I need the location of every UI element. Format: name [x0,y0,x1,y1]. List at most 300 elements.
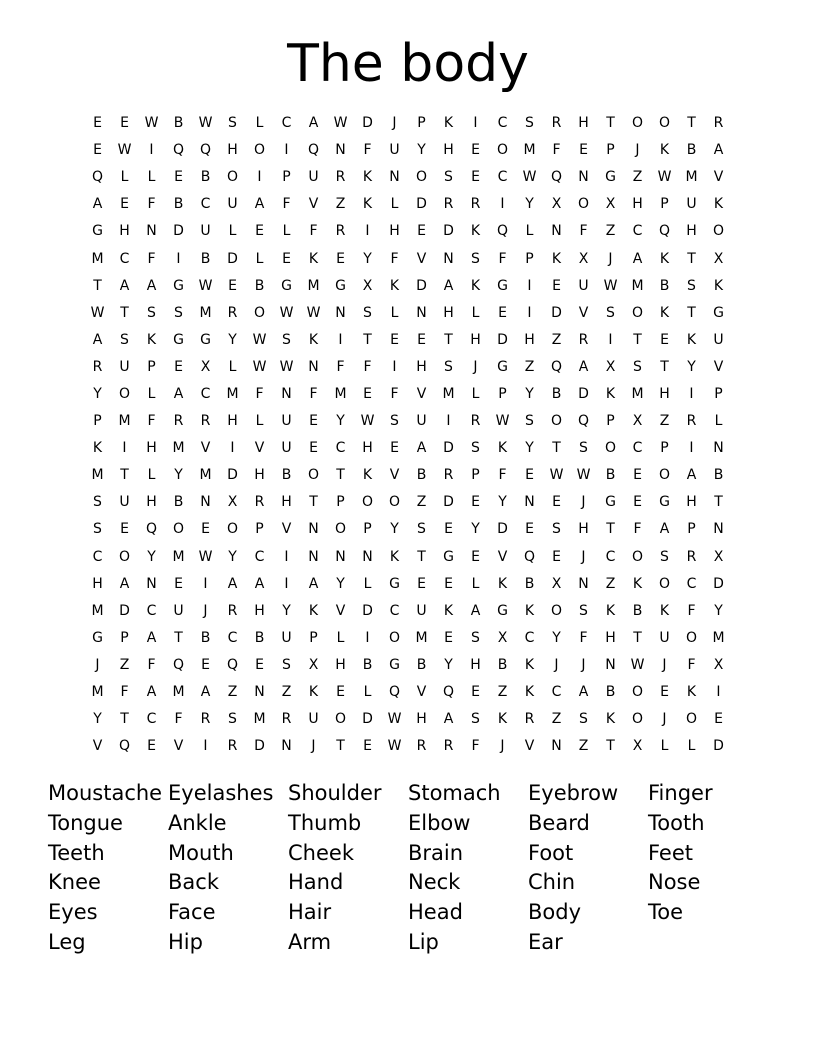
grid-letter: Y [444,656,453,673]
grid-letter: Z [281,684,292,701]
grid-letter: J [203,602,208,619]
grid-letter: L [471,385,480,402]
grid-letter: C [389,602,400,619]
grid-letter: L [228,223,237,240]
grid-letter: K [146,331,157,348]
grid-letter: N [605,656,616,673]
grid-letter: X [308,656,319,673]
grid-letter: F [687,602,696,619]
grid-letter: R [470,196,481,213]
grid-letter: A [308,575,319,592]
grid-letter: Y [336,413,345,430]
grid-letter: L [471,304,480,321]
word-list-item: Elbow [408,810,471,835]
grid-letter: S [390,413,399,430]
grid-letter: P [660,196,669,213]
grid-letter: N [578,169,589,186]
grid-letter: E [471,684,480,701]
grid-letter: T [714,494,723,511]
grid-letter: B [524,575,535,592]
grid-letter: P [660,440,669,457]
grid-letter: P [606,413,615,430]
grid-letter: U [416,413,427,430]
grid-letter: K [443,115,454,132]
grid-letter: O [361,494,374,511]
grid-letter: K [632,575,643,592]
grid-letter: X [551,575,562,592]
grid-letter: T [120,711,129,728]
grid-letter: O [253,142,266,159]
grid-letter: Q [577,413,590,430]
grid-letter: U [281,629,292,646]
grid-letter: U [308,711,319,728]
grid-letter: E [255,223,264,240]
grid-letter: W [522,169,537,186]
grid-letter: D [227,250,238,267]
grid-letter: S [579,711,588,728]
grid-letter: O [118,385,131,402]
word-list-item: Arm [288,929,332,954]
grid-letter: U [308,169,319,186]
grid-letter: O [388,629,401,646]
grid-letter: U [119,494,130,511]
grid-letter: O [226,521,239,538]
grid-letter: X [200,358,211,375]
word-list-item: Hair [288,900,332,925]
grid-letter: M [631,277,644,294]
grid-letter: J [554,656,559,673]
grid-letter: E [714,711,723,728]
grid-letter: L [336,629,345,646]
grid-letter: G [281,277,292,294]
grid-letter: X [713,548,724,565]
grid-letter: C [605,548,616,565]
grid-letter: W [603,277,618,294]
grid-letter: Z [605,223,616,240]
grid-letter: Y [525,440,534,457]
grid-letter: R [686,413,697,430]
grid-letter: R [227,738,238,755]
grid-letter: M [199,304,212,321]
grid-row [84,110,732,137]
word-list-item: Shoulder [288,781,382,805]
grid-letter: J [662,656,667,673]
grid-letter: V [335,602,346,619]
grid-letter: A [443,277,454,294]
grid-letter: V [308,196,319,213]
word-list-item: Face [168,900,216,925]
grid-letter: P [120,629,129,646]
grid-letter: O [658,115,671,132]
grid-letter: K [686,331,697,348]
grid-letter: F [309,385,318,402]
grid-letter: C [119,250,130,267]
grid-letter: A [659,521,670,538]
grid-letter: C [551,684,562,701]
grid-letter: H [92,575,103,592]
word-list-item: Nose [648,870,701,895]
grid-letter: M [172,548,185,565]
grid-letter: N [578,575,589,592]
grid-letter: T [606,738,615,755]
grid-letter: M [226,385,239,402]
grid-letter: D [416,196,427,213]
grid-letter: S [120,331,129,348]
grid-letter: N [524,494,535,511]
grid-letter: B [362,656,373,673]
grid-letter: K [524,602,535,619]
grid-letter: H [227,142,238,159]
grid-row [84,489,732,516]
grid-letter: R [524,711,535,728]
grid-letter: M [334,385,347,402]
grid-letter: F [336,358,345,375]
grid-letter: Y [417,142,426,159]
grid-letter: X [578,250,589,267]
grid-letter: T [309,494,318,511]
grid-letter: X [227,494,238,511]
grid-letter: W [630,656,645,673]
grid-letter: Y [174,467,183,484]
word-list-item: Beard [528,810,590,835]
grid-letter: C [92,548,103,565]
grid-letter: G [335,277,346,294]
grid-letter: D [416,277,427,294]
grid-letter: V [416,385,427,402]
grid-letter: E [444,521,453,538]
grid-letter: J [581,548,586,565]
grid-letter: H [632,196,643,213]
grid-letter: U [389,142,400,159]
word-list-item: Eyes [48,900,98,925]
grid-letter: E [390,440,399,457]
grid-letter: E [417,331,426,348]
grid-letter: W [144,115,159,132]
grid-letter: D [497,331,508,348]
grid-letter: L [120,169,129,186]
grid-letter: W [333,115,348,132]
grid-letter: E [579,142,588,159]
grid-letter: H [470,331,481,348]
word-list-item: Tongue [48,810,123,835]
grid-letter: V [713,169,724,186]
grid-row [84,300,732,327]
grid-letter: I [365,629,370,646]
grid-letter: F [147,250,156,267]
grid-letter: W [252,331,267,348]
grid-letter: M [118,413,131,430]
grid-letter: R [416,738,427,755]
grid-letter: I [689,385,694,402]
grid-letter: I [500,196,505,213]
grid-letter: O [685,629,698,646]
grid-letter: L [255,413,264,430]
grid-letter: S [525,115,534,132]
grid-letter: T [660,358,669,375]
grid-letter: E [471,169,480,186]
grid-letter: A [119,575,130,592]
grid-letter: I [716,684,721,701]
grid-letter: E [309,440,318,457]
grid-letter: F [282,196,291,213]
word-list [48,779,768,958]
grid-letter: U [659,629,670,646]
grid-letter: A [146,277,157,294]
grid-letter: P [525,250,534,267]
grid-row [84,408,732,435]
grid-letter: K [470,223,481,240]
grid-letter: A [92,331,103,348]
grid-letter: N [281,385,292,402]
grid-letter: N [416,304,427,321]
grid-letter: A [146,629,157,646]
grid-letter: H [659,385,670,402]
grid-letter: J [608,250,613,267]
grid-letter: G [389,656,400,673]
grid-letter: R [551,115,562,132]
grid-letter: E [552,548,561,565]
grid-letter: J [581,656,586,673]
grid-letter: S [174,304,183,321]
grid-letter: K [308,684,319,701]
grid-letter: O [334,521,347,538]
grid-letter: R [92,358,103,375]
grid-letter: U [281,413,292,430]
grid-letter: K [470,277,481,294]
grid-letter: M [712,629,725,646]
grid-letter: U [173,602,184,619]
grid-letter: K [605,711,616,728]
grid-letter: E [633,494,642,511]
grid-letter: T [633,629,642,646]
grid-letter: J [95,656,100,673]
grid-letter: P [498,385,507,402]
grid-letter: P [687,521,696,538]
grid-letter: V [389,467,400,484]
grid-letter: W [198,548,213,565]
grid-letter: W [252,358,267,375]
grid-letter: Q [172,142,185,159]
grid-letter: I [284,142,289,159]
grid-letter: T [336,738,345,755]
grid-letter: E [282,250,291,267]
grid-letter: W [387,738,402,755]
grid-letter: L [147,169,156,186]
grid-letter: I [203,575,208,592]
grid-letter: E [444,575,453,592]
grid-letter: U [119,358,130,375]
grid-letter: S [606,304,615,321]
grid-letter: X [632,413,643,430]
word-list-item: Toe [648,900,684,925]
grid-letter: Q [523,548,536,565]
grid-letter: F [363,142,372,159]
grid-letter: X [632,738,643,755]
grid-letter: N [551,738,562,755]
grid-letter: R [443,738,454,755]
grid-letter: Y [471,521,480,538]
grid-letter: X [605,196,616,213]
grid-letter: T [120,467,129,484]
grid-letter: I [365,223,370,240]
grid-letter: T [606,115,615,132]
grid-row [84,245,732,272]
grid-letter: H [686,494,697,511]
grid-letter: Y [93,385,102,402]
grid-letter: N [335,304,346,321]
grid-letter: K [605,385,616,402]
grid-letter: L [282,223,291,240]
grid-letter: M [442,385,455,402]
grid-letter: M [91,684,104,701]
grid-letter: H [227,413,238,430]
grid-letter: D [713,738,724,755]
grid-letter: N [308,548,319,565]
word-list-item: Body [528,900,582,925]
grid-letter: E [363,738,372,755]
grid-letter: Q [91,169,104,186]
grid-letter: V [524,738,535,755]
grid-letter: E [147,738,156,755]
grid-letter: G [443,548,454,565]
grid-letter: D [551,304,562,321]
grid-letter: V [578,304,589,321]
grid-letter: B [173,196,184,213]
grid-letter: Y [498,494,507,511]
grid-letter: D [713,575,724,592]
grid-letter: T [120,304,129,321]
grid-letter: V [416,684,427,701]
grid-letter: T [633,331,642,348]
grid-letter: K [362,467,373,484]
grid-letter: H [389,223,400,240]
grid-letter: S [444,169,453,186]
grid-letter: H [578,521,589,538]
grid-letter: R [200,413,211,430]
grid-letter: E [525,467,534,484]
grid-letter: K [389,277,400,294]
grid-letter: O [577,196,590,213]
grid-letter: A [173,385,184,402]
grid-letter: Y [282,602,291,619]
grid-letter: B [605,467,616,484]
grid-letter: M [415,629,428,646]
grid-letter: I [176,250,181,267]
grid-letter: C [686,575,697,592]
grid-letter: Z [524,358,535,375]
grid-row [84,327,732,354]
grid-letter: J [473,358,478,375]
grid-letter: K [605,602,616,619]
word-list-item: Stomach [408,781,501,805]
grid-letter: K [389,548,400,565]
grid-letter: C [632,223,643,240]
grid-letter: I [284,575,289,592]
grid-letter: U [227,196,238,213]
grid-letter: Y [552,629,561,646]
grid-letter: K [659,602,670,619]
grid-letter: W [576,467,591,484]
grid-letter: N [200,494,211,511]
grid-letter: M [253,711,266,728]
grid-letter: H [443,142,454,159]
grid-letter: A [470,602,481,619]
grid-letter: C [335,440,346,457]
grid-letter: S [282,331,291,348]
grid-letter: G [200,331,211,348]
grid-letter: Z [416,494,427,511]
grid-letter: B [632,602,643,619]
grid-letter: B [659,277,670,294]
grid-letter: K [362,196,373,213]
grid-letter: L [525,223,534,240]
grid-letter: D [443,223,454,240]
grid-letter: S [525,413,534,430]
grid-letter: E [471,142,480,159]
grid-letter: N [254,684,265,701]
grid-letter: D [254,738,265,755]
grid-letter: D [578,385,589,402]
grid-letter: F [633,521,642,538]
grid-letter: O [550,413,563,430]
grid-letter: B [254,629,265,646]
grid-letter: A [686,467,697,484]
grid-letter: Q [307,142,320,159]
grid-letter: O [685,711,698,728]
grid-letter: O [550,602,563,619]
grid-letter: T [687,115,696,132]
grid-letter: Z [605,575,616,592]
grid-letter: V [416,250,427,267]
grid-letter: W [198,115,213,132]
grid-letter: K [659,304,670,321]
grid-letter: V [92,738,103,755]
grid-letter: S [552,521,561,538]
grid-letter: Y [363,250,372,267]
grid-letter: B [281,467,292,484]
grid-letter: E [552,277,561,294]
grid-letter: S [471,440,480,457]
grid-letter: J [581,494,586,511]
grid-letter: C [200,196,211,213]
grid-letter: E [93,142,102,159]
grid-letter: Z [632,169,643,186]
grid-letter: K [713,196,724,213]
grid-letter: H [605,629,616,646]
grid-letter: Q [145,521,158,538]
grid-letter: K [659,142,670,159]
grid-letter: F [147,413,156,430]
grid-letter: F [147,656,156,673]
grid-row [84,598,732,625]
grid-letter: A [119,277,130,294]
grid-row [84,706,732,733]
word-list-item: Mouth [168,840,234,865]
grid-letter: F [390,385,399,402]
grid-letter: I [257,169,262,186]
word-list-item: Eyelashes [168,781,274,805]
grid-letter: T [336,467,345,484]
grid-letter: A [200,684,211,701]
word-list-item: Thumb [288,810,362,835]
grid-letter: V [200,440,211,457]
grid-letter: K [551,250,562,267]
grid-letter: M [307,277,320,294]
grid-row [84,625,732,652]
word-list-item: Teeth [48,840,105,865]
grid-letter: A [578,358,589,375]
grid-letter: R [443,467,454,484]
